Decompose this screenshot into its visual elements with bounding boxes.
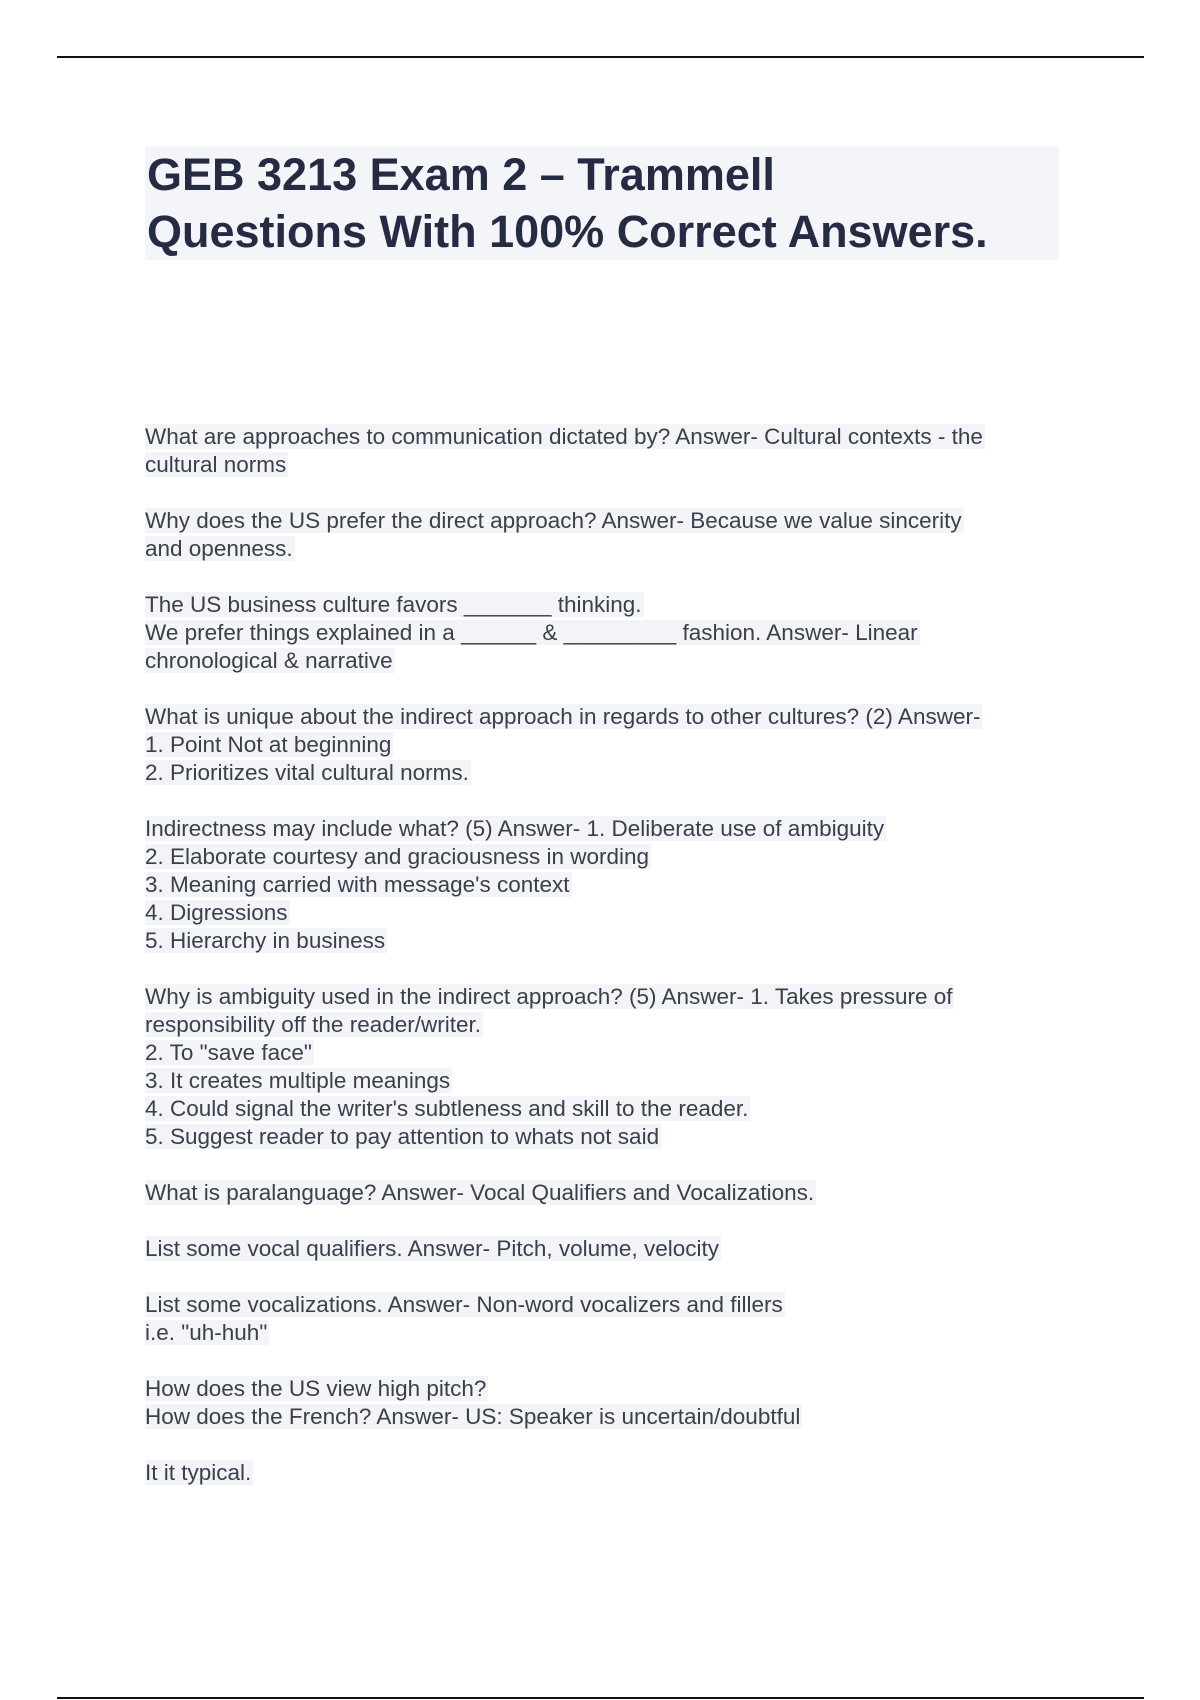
qa-line: What is paralanguage? Answer- Vocal Qualifiers and Vocalizations. [145,1180,815,1205]
qa-line: 4. Could signal the writer's subtleness and skill to the reader. [145,1096,749,1121]
qa-line: Indirectness may include what? (5) Answer- 1. Deliberate use of ambiguity [145,816,885,841]
qa-item [145,507,1065,563]
qa-line: What are approaches to communication dictated by? Answer- Cultural contexts - the [145,424,983,449]
qa-item [145,591,1065,675]
qa-line: How does the US view high pitch? [145,1376,487,1401]
qa-line: It it typical. [145,1460,252,1485]
title-line: GEB 3213 Exam 2 – Trammell [147,149,775,200]
qa-item [145,1375,1065,1431]
qa-line: i.e. "uh-huh" [145,1320,268,1345]
qa-line: and openness. [145,536,293,561]
qa-item [145,983,1065,1151]
bottom-rule [57,1697,1144,1699]
qa-list [145,423,1065,1487]
qa-item [145,703,1065,787]
qa-line: List some vocalizations. Answer- Non-word vocalizers and fillers [145,1292,783,1317]
qa-line: 5. Hierarchy in business [145,928,386,953]
qa-line: 2. Prioritizes vital cultural norms. [145,760,469,785]
qa-line: Why is ambiguity used in the indirect approach? (5) Answer- 1. Takes pressure of [145,984,953,1009]
qa-line: 3. Meaning carried with message's context [145,872,570,897]
qa-item [145,1291,1065,1347]
qa-line: responsibility off the reader/writer. [145,1012,481,1037]
qa-line: We prefer things explained in a ______ & _________ fashion. Answer- Linear [145,620,918,645]
title-line: Questions With 100% Correct Answers. [147,206,988,257]
qa-line: List some vocal qualifiers. Answer- Pitch, volume, velocity [145,1236,719,1261]
qa-line: cultural norms [145,452,287,477]
qa-item [145,1179,1065,1207]
qa-line: 3. It creates multiple meanings [145,1068,451,1093]
qa-line: How does the French? Answer- US: Speaker is uncertain/doubtful [145,1404,801,1429]
qa-line: What is unique about the indirect approach in regards to other cultures? (2) Answer- [145,704,981,729]
qa-line: 4. Digressions [145,900,288,925]
qa-line: The US business culture favors _______ thinking. [145,592,642,617]
document-title [145,146,1059,260]
qa-item [145,423,1065,479]
qa-line: chronological & narrative [145,648,393,673]
qa-line: 2. Elaborate courtesy and graciousness in wording [145,844,650,869]
qa-item [145,1235,1065,1263]
qa-line: 2. To "save face" [145,1040,312,1065]
qa-line: 1. Point Not at beginning [145,732,392,757]
qa-item [145,1459,1065,1487]
qa-item [145,815,1065,955]
top-rule [57,56,1144,58]
qa-line: Why does the US prefer the direct approach? Answer- Because we value sincerity [145,508,962,533]
qa-line: 5. Suggest reader to pay attention to whats not said [145,1124,660,1149]
